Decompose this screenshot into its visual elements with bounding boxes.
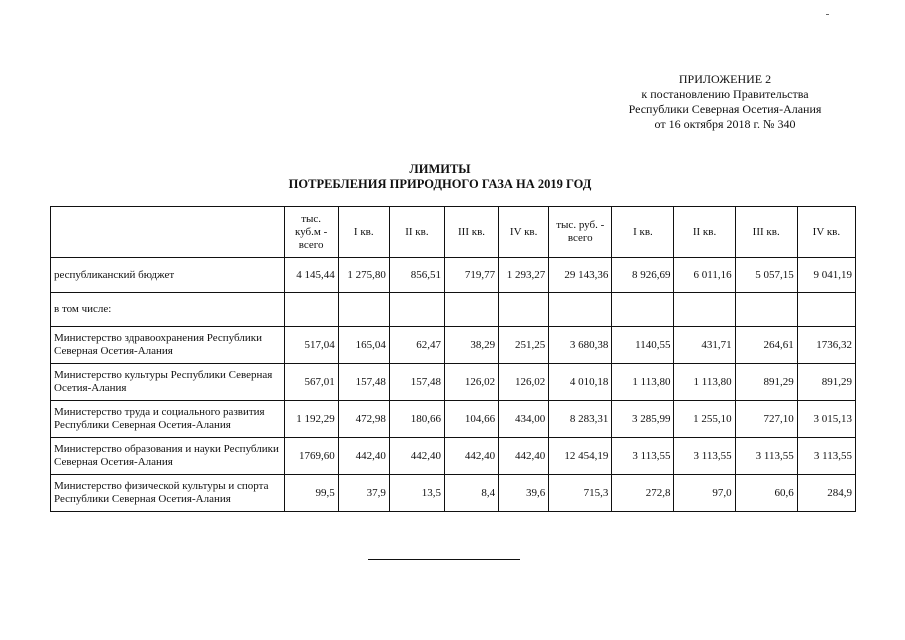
table-cell: 442,40 [499,438,549,475]
table-cell: 157,48 [338,364,389,401]
table-cell: 442,40 [444,438,498,475]
table-cell: 891,29 [735,364,797,401]
table-cell: 251,25 [499,327,549,364]
appendix-date-line: от 16 октября 2018 г. № 340 [654,117,796,131]
table-cell [612,293,674,327]
row-label: Министерство культуры Республики Северная Осетия-Алания [51,364,285,401]
table-cell: 719,77 [444,258,498,293]
table-cell: 3 113,55 [612,438,674,475]
table-cell: 29 143,36 [549,258,612,293]
table-cell: 1 275,80 [338,258,389,293]
table-cell: 442,40 [338,438,389,475]
table-cell: 4 010,18 [549,364,612,401]
table-row [51,327,856,364]
table-header-row [51,207,856,258]
header-cell-cost-q2: II кв. [674,207,735,258]
appendix-decree-line: к постановлению Правительства [641,87,809,101]
appendix-republic-line: Республики Северная Осетия-Алания [628,102,822,116]
header-cell-cost-q4: IV кв. [797,207,855,258]
table-cell: 4 145,44 [284,258,338,293]
table-cell: 165,04 [338,327,389,364]
table-cell: 434,00 [499,401,549,438]
table-cell: 715,3 [549,475,612,512]
table-cell: 891,29 [797,364,855,401]
table-cell [499,293,549,327]
header-cell-label [51,207,285,258]
row-label: Министерство здравоохранения Республики Северная Осетия-Алания [51,327,285,364]
table-row [51,364,856,401]
header-cell-cost-total: тыс. руб. - всего [549,207,612,258]
table-cell [735,293,797,327]
table-row [51,258,856,293]
header-cell-volume-q3: III кв. [444,207,498,258]
table-cell: 6 011,16 [674,258,735,293]
table-cell: 1 113,80 [674,364,735,401]
table-row [51,475,856,512]
table-cell: 856,51 [389,258,444,293]
table-row [51,401,856,438]
table-cell: 1769,60 [284,438,338,475]
table-cell: 97,0 [674,475,735,512]
row-label: Министерство образования и науки Республики Северная Осетия-Алания [51,438,285,475]
table-cell: 1 113,80 [612,364,674,401]
scan-mark [826,14,829,15]
table-cell [284,293,338,327]
header-cell-volume-q4: IV кв. [499,207,549,258]
table-cell [549,293,612,327]
document-title [240,162,640,192]
table-cell: 8,4 [444,475,498,512]
table-cell [389,293,444,327]
table-cell: 3 680,38 [549,327,612,364]
table-cell: 60,6 [735,475,797,512]
table-cell: 1 192,29 [284,401,338,438]
header-cell-volume-q2: II кв. [389,207,444,258]
table-cell: 5 057,15 [735,258,797,293]
table-cell: 13,5 [389,475,444,512]
table-cell: 3 285,99 [612,401,674,438]
table-cell [338,293,389,327]
header-cell-volume-q1: I кв. [338,207,389,258]
table-cell: 8 283,31 [549,401,612,438]
table-cell: 442,40 [389,438,444,475]
table-cell: 9 041,19 [797,258,855,293]
table-cell: 567,01 [284,364,338,401]
table-cell: 8 926,69 [612,258,674,293]
table-cell: 431,71 [674,327,735,364]
header-cell-volume-total: тыс. куб.м - всего [284,207,338,258]
table-cell [674,293,735,327]
table-cell: 99,5 [284,475,338,512]
table-row [51,293,856,327]
table-cell: 12 454,19 [549,438,612,475]
table-cell [797,293,855,327]
table-cell: 104,66 [444,401,498,438]
signature-separator-line [368,559,520,560]
table-cell: 517,04 [284,327,338,364]
table-cell: 62,47 [389,327,444,364]
header-cell-cost-q3: III кв. [735,207,797,258]
table-cell: 157,48 [389,364,444,401]
table-cell: 3 113,55 [674,438,735,475]
row-label: в том числе: [51,293,285,327]
table-cell: 1 255,10 [674,401,735,438]
title-line-2: ПОТРЕБЛЕНИЯ ПРИРОДНОГО ГАЗА НА 2019 ГОД [288,177,592,191]
table-cell [444,293,498,327]
table-cell: 180,66 [389,401,444,438]
header-cell-cost-q1: I кв. [612,207,674,258]
row-label: республиканский бюджет [51,258,285,293]
table-cell: 3 113,55 [797,438,855,475]
appendix-number: ПРИЛОЖЕНИЕ 2 [678,72,772,86]
table-cell: 472,98 [338,401,389,438]
table-cell: 284,9 [797,475,855,512]
table-row [51,438,856,475]
table-cell: 727,10 [735,401,797,438]
table-cell: 1736,32 [797,327,855,364]
table-cell: 38,29 [444,327,498,364]
row-label: Министерство физической культуры и спорта Республики Северная Осетия-Алания [51,475,285,512]
table-cell: 3 113,55 [735,438,797,475]
table-cell: 3 015,13 [797,401,855,438]
table-cell: 126,02 [499,364,549,401]
table-cell: 1 293,27 [499,258,549,293]
table-cell: 264,61 [735,327,797,364]
limits-table [50,206,856,512]
table-cell: 37,9 [338,475,389,512]
table-cell: 126,02 [444,364,498,401]
row-label: Министерство труда и социального развития Республики Северная Осетия-Алания [51,401,285,438]
table-cell: 272,8 [612,475,674,512]
title-line-1: ЛИМИТЫ [409,162,471,176]
appendix-block [600,72,850,132]
table-cell: 39,6 [499,475,549,512]
table-cell: 1140,55 [612,327,674,364]
